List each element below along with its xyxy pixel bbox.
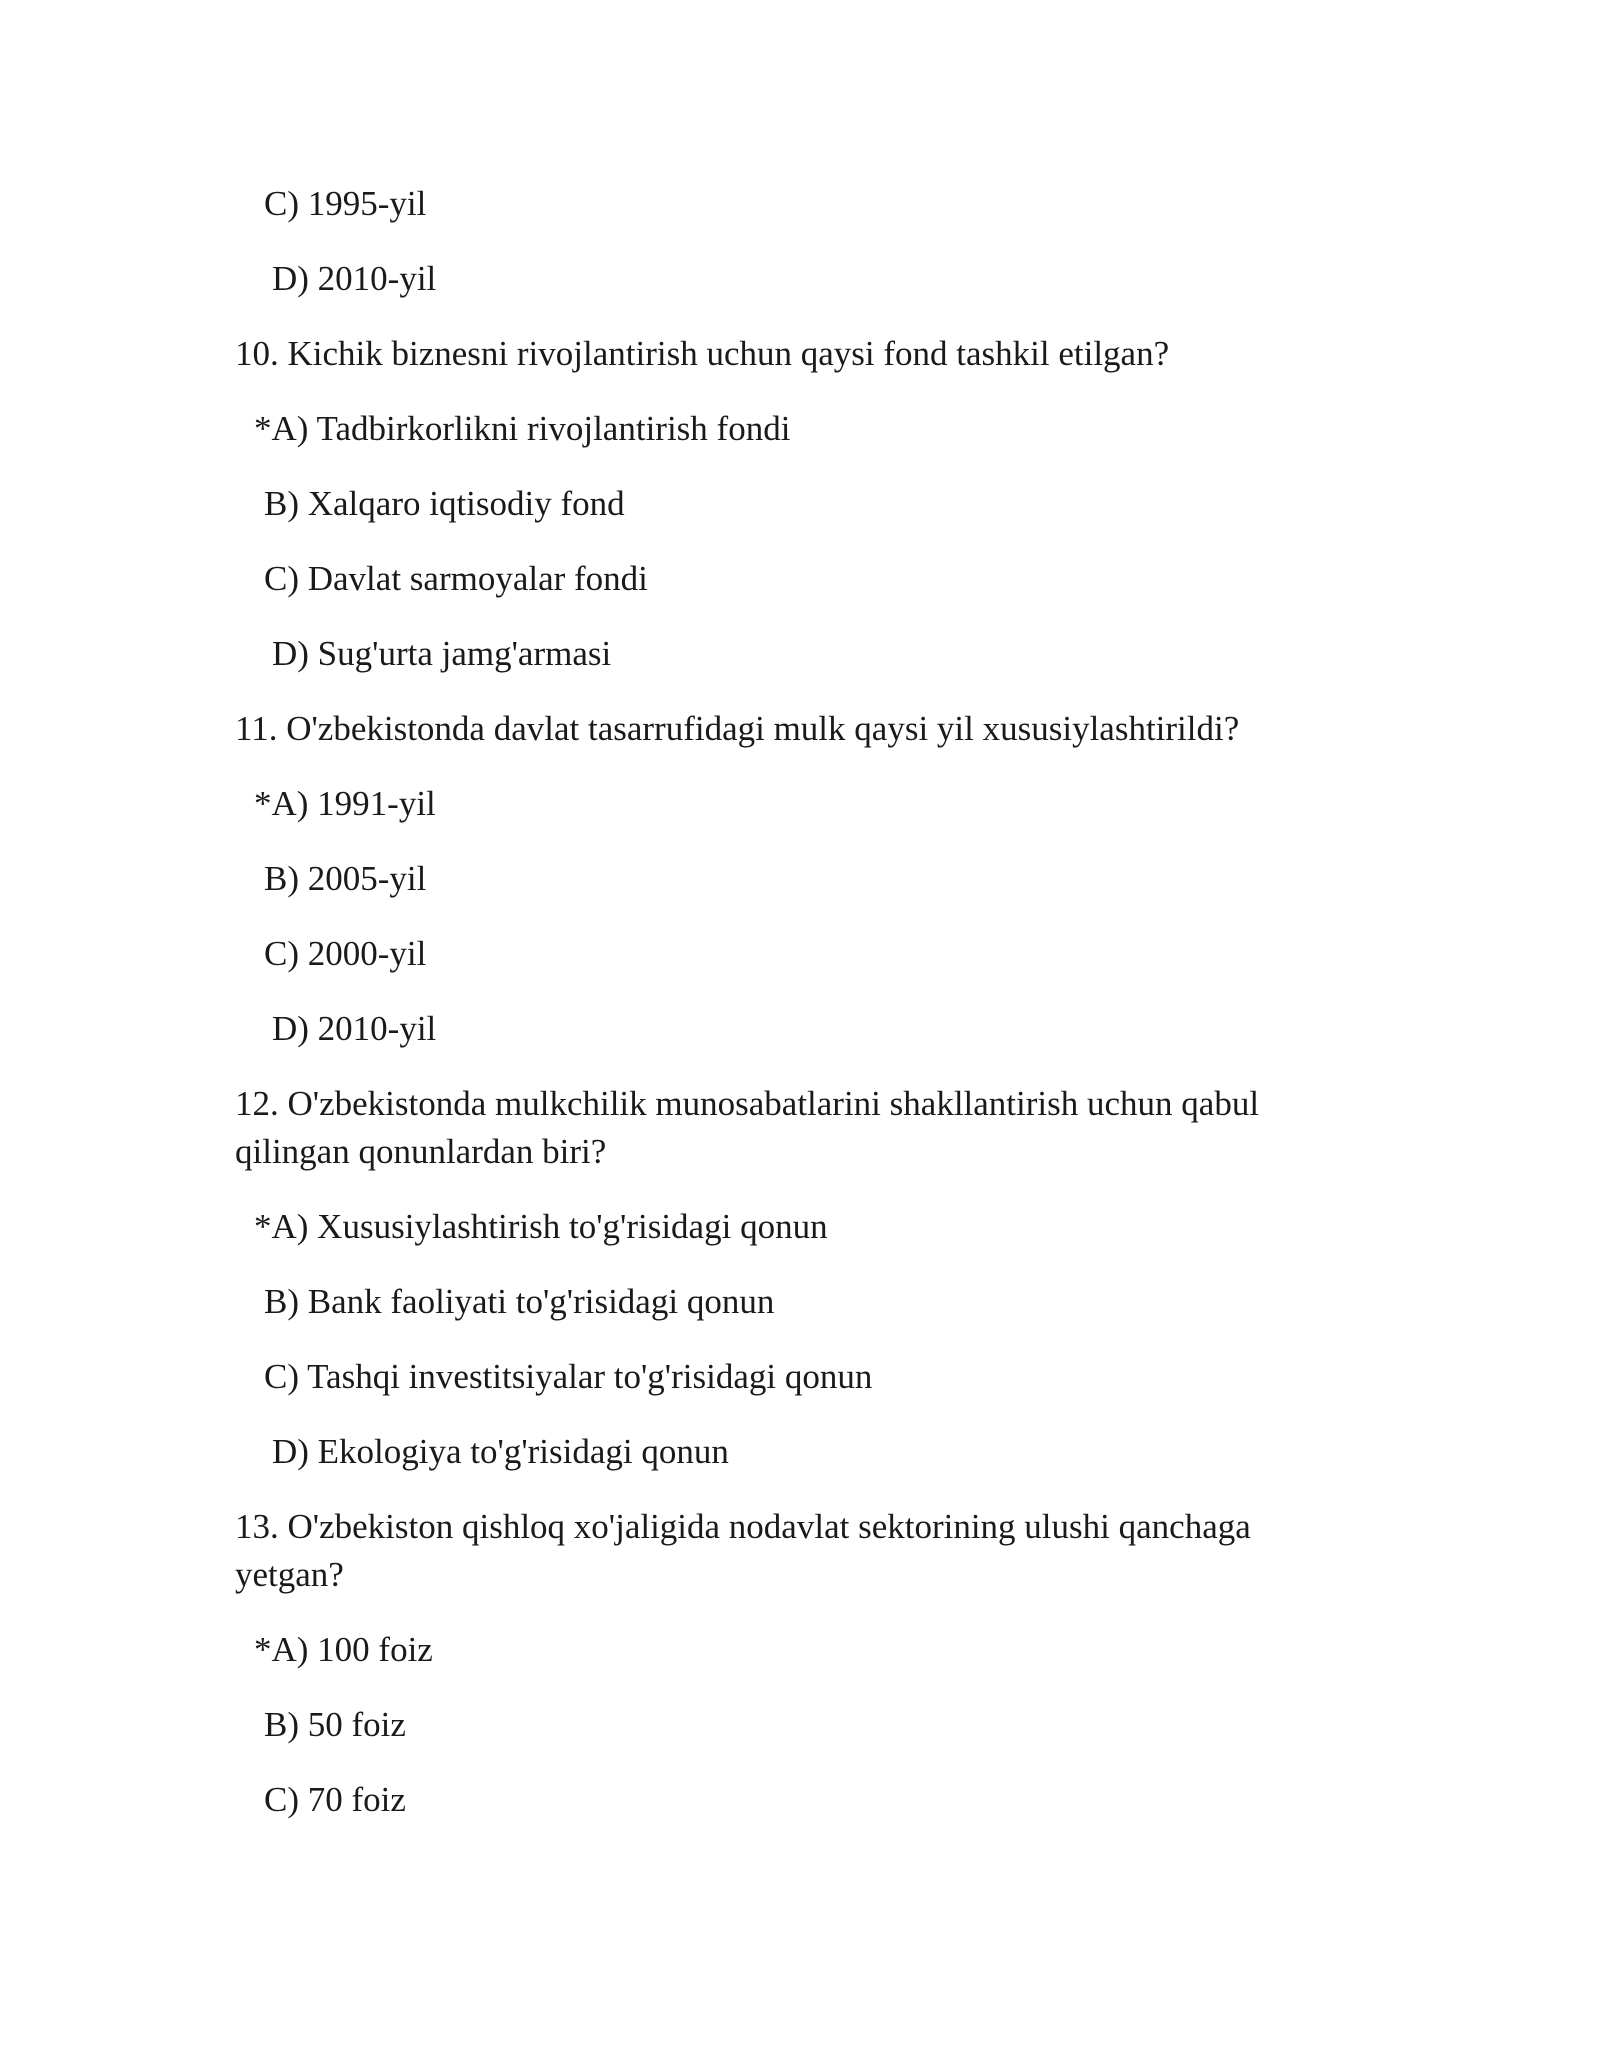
answer-option: B) 2005-yil bbox=[264, 859, 427, 898]
correct-answer-option: *A) Tadbirkorlikni rivojlantirish fondi bbox=[254, 409, 791, 448]
question-text: 12. O'zbekistonda mulkchilik munosabatlarini shakllantirish uchun qabul qilingan qonunlardan biri? bbox=[235, 1084, 1260, 1171]
answer-option: C) 1995-yil bbox=[264, 184, 427, 223]
answer-option: D) Ekologiya to'g'risidagi qonun bbox=[272, 1432, 729, 1471]
answer-option: B) 50 foiz bbox=[264, 1705, 406, 1744]
answer-option: C) 70 foiz bbox=[264, 1780, 406, 1819]
answer-option: C) Davlat sarmoyalar fondi bbox=[264, 559, 648, 598]
correct-answer-option: *A) 100 foiz bbox=[254, 1630, 433, 1669]
question-text: 11. O'zbekistonda davlat tasarrufidagi mulk qaysi yil xususiylashtirildi? bbox=[235, 709, 1240, 748]
question-text: 13. O'zbekiston qishloq xo'jaligida nodavlat sektorining ulushi qanchaga yetgan? bbox=[235, 1507, 1251, 1594]
correct-answer-option: *A) Xususiylashtirish to'g'risidagi qonun bbox=[254, 1207, 828, 1246]
document-body bbox=[235, 180, 1365, 1851]
answer-option: D) Sug'urta jamg'armasi bbox=[272, 634, 612, 673]
answer-option: C) Tashqi investitsiyalar to'g'risidagi qonun bbox=[264, 1357, 873, 1396]
answer-option: D) 2010-yil bbox=[272, 1009, 437, 1048]
answer-option: B) Bank faoliyati to'g'risidagi qonun bbox=[264, 1282, 775, 1321]
question-text: 10. Kichik biznesni rivojlantirish uchun qaysi fond tashkil etilgan? bbox=[235, 334, 1170, 373]
answer-option: B) Xalqaro iqtisodiy fond bbox=[264, 484, 625, 523]
correct-answer-option: *A) 1991-yil bbox=[254, 784, 436, 823]
answer-option: C) 2000-yil bbox=[264, 934, 427, 973]
answer-option: D) 2010-yil bbox=[272, 259, 437, 298]
